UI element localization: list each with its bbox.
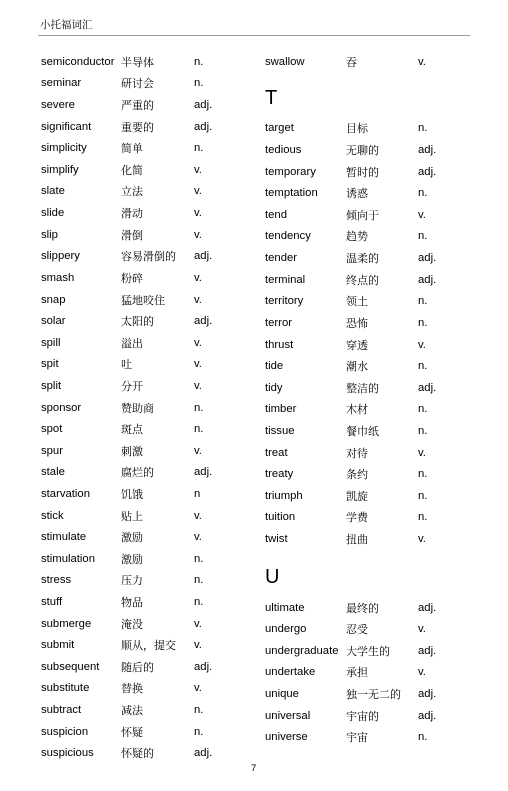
chinese-meaning: 顺从，提交 [121, 639, 176, 653]
english-word: universal [265, 709, 311, 722]
chinese-meaning: 容易滑倒的 [121, 250, 176, 264]
english-word: spill [41, 336, 61, 349]
english-word: spot [41, 423, 63, 436]
part-of-speech: v. [194, 531, 202, 544]
part-of-speech: v. [194, 163, 202, 176]
chinese-meaning: 终点的 [346, 273, 379, 287]
english-word: timber [265, 403, 297, 416]
header-divider [38, 35, 470, 36]
part-of-speech: v. [194, 271, 202, 284]
english-word: stick [41, 509, 64, 522]
part-of-speech: n. [194, 401, 204, 414]
chinese-meaning: 立法 [121, 185, 143, 199]
english-word: undertake [265, 666, 316, 679]
english-word: undergraduate [265, 644, 339, 657]
chinese-meaning: 简单 [121, 142, 143, 156]
chinese-meaning: 分开 [121, 379, 143, 393]
chinese-meaning: 穿透 [346, 338, 368, 352]
english-word: tedious [265, 144, 302, 157]
chinese-meaning: 木材 [346, 403, 368, 417]
chinese-meaning: 凯旋 [346, 489, 368, 503]
english-word: simplicity [41, 142, 87, 155]
english-word: suspicious [41, 747, 94, 760]
chinese-meaning: 吞 [346, 55, 357, 69]
part-of-speech: adj. [194, 99, 213, 112]
chinese-meaning: 压力 [121, 574, 143, 588]
part-of-speech: v. [194, 185, 202, 198]
english-word: slippery [41, 250, 80, 263]
chinese-meaning: 严重的 [121, 99, 154, 113]
chinese-meaning: 激励 [121, 552, 143, 566]
chinese-meaning: 承担 [346, 666, 368, 680]
english-word: slide [41, 207, 65, 220]
chinese-meaning: 忍受 [346, 623, 368, 637]
part-of-speech: n. [418, 295, 428, 308]
english-word: temporary [265, 165, 316, 178]
part-of-speech: adj. [418, 165, 437, 178]
english-word: significant [41, 120, 92, 133]
part-of-speech: adj. [194, 660, 213, 673]
english-word: suspicion [41, 725, 89, 738]
part-of-speech: n. [418, 511, 428, 524]
chinese-meaning: 扭曲 [346, 532, 368, 546]
part-of-speech: v. [194, 639, 202, 652]
part-of-speech: n. [418, 403, 428, 416]
english-word: treaty [265, 468, 294, 481]
part-of-speech: v. [418, 532, 426, 545]
part-of-speech: n. [418, 316, 428, 329]
part-of-speech: adj. [194, 120, 213, 133]
chinese-meaning: 重要的 [121, 120, 154, 134]
chinese-meaning: 腐烂的 [121, 466, 154, 480]
chinese-meaning: 大学生的 [346, 644, 390, 658]
chinese-meaning: 贴上 [121, 509, 143, 523]
english-word: undergo [265, 623, 307, 636]
english-word: sponsor [41, 401, 82, 414]
part-of-speech: v. [194, 228, 202, 241]
part-of-speech: v. [418, 338, 426, 351]
part-of-speech: n [194, 487, 201, 500]
english-word: twist [265, 532, 288, 545]
part-of-speech: adj. [418, 709, 437, 722]
english-word: simplify [41, 163, 79, 176]
part-of-speech: v. [194, 444, 202, 457]
part-of-speech: n. [418, 468, 428, 481]
chinese-meaning: 粉碎 [121, 271, 143, 285]
part-of-speech: adj. [194, 250, 213, 263]
english-word: severe [41, 99, 75, 112]
english-word: universe [265, 731, 308, 744]
english-word: spur [41, 444, 63, 457]
english-word: submit [41, 639, 75, 652]
chinese-meaning: 赞助商 [121, 401, 154, 415]
chinese-meaning: 怀疑的 [121, 747, 154, 761]
chinese-meaning: 饥饿 [121, 487, 143, 501]
part-of-speech: adj. [418, 381, 437, 394]
chinese-meaning: 对待 [346, 446, 368, 460]
chinese-meaning: 学费 [346, 511, 368, 525]
english-word: submerge [41, 617, 92, 630]
part-of-speech: v. [194, 509, 202, 522]
section-letter-u: U [265, 565, 280, 588]
chinese-meaning: 减法 [121, 704, 143, 718]
chinese-meaning: 吐 [121, 358, 132, 372]
part-of-speech: adj. [418, 252, 437, 265]
part-of-speech: adj. [418, 144, 437, 157]
english-word: starvation [41, 487, 90, 500]
chinese-meaning: 整洁的 [346, 381, 379, 395]
chinese-meaning: 激励 [121, 531, 143, 545]
section-letter-t: T [265, 86, 278, 109]
english-word: terminal [265, 273, 306, 286]
chinese-meaning: 刺激 [121, 444, 143, 458]
part-of-speech: n. [194, 552, 204, 565]
chinese-meaning: 目标 [346, 122, 368, 136]
chinese-meaning: 诱惑 [346, 187, 368, 201]
english-word: subtract [41, 704, 82, 717]
part-of-speech: n. [194, 596, 204, 609]
english-word: tide [265, 360, 284, 373]
part-of-speech: n. [418, 424, 428, 437]
english-word: slip [41, 228, 58, 241]
part-of-speech: v. [194, 682, 202, 695]
part-of-speech: v. [194, 293, 202, 306]
english-word: stimulate [41, 531, 87, 544]
english-word: triumph [265, 489, 303, 502]
part-of-speech: n. [194, 142, 204, 155]
page-header-title: 小托福词汇 [40, 19, 93, 31]
chinese-meaning: 倾向于 [346, 208, 379, 222]
chinese-meaning: 斑点 [121, 423, 143, 437]
english-word: stress [41, 574, 72, 587]
chinese-meaning: 条约 [346, 468, 368, 482]
part-of-speech: adj. [418, 688, 437, 701]
part-of-speech: v. [194, 336, 202, 349]
chinese-meaning: 滑倒 [121, 228, 143, 242]
part-of-speech: n. [194, 574, 204, 587]
part-of-speech: adj. [418, 644, 437, 657]
english-word: ultimate [265, 601, 305, 614]
part-of-speech: n. [418, 230, 428, 243]
english-word: tidy [265, 381, 283, 394]
chinese-meaning: 研讨会 [121, 77, 154, 91]
english-word: spit [41, 358, 59, 371]
page-number: 7 [251, 763, 257, 774]
english-word: slate [41, 185, 65, 198]
english-word: tuition [265, 511, 296, 524]
part-of-speech: v. [418, 55, 426, 68]
chinese-meaning: 半导体 [121, 55, 154, 69]
english-word: swallow [265, 55, 305, 68]
chinese-meaning: 宇宙 [346, 731, 368, 745]
part-of-speech: v. [418, 208, 426, 221]
chinese-meaning: 趋势 [346, 230, 368, 244]
chinese-meaning: 物品 [121, 596, 143, 610]
part-of-speech: adj. [194, 747, 213, 760]
part-of-speech: n. [194, 55, 204, 68]
part-of-speech: v. [194, 379, 202, 392]
english-word: tender [265, 252, 298, 265]
english-word: territory [265, 295, 304, 308]
english-word: terror [265, 316, 292, 329]
part-of-speech: n. [194, 704, 204, 717]
english-word: smash [41, 271, 75, 284]
part-of-speech: v. [418, 666, 426, 679]
chinese-meaning: 餐巾纸 [346, 424, 379, 438]
english-word: solar [41, 315, 66, 328]
chinese-meaning: 溢出 [121, 336, 143, 350]
chinese-meaning: 暂时的 [346, 165, 379, 179]
part-of-speech: n. [418, 360, 428, 373]
part-of-speech: v. [194, 358, 202, 371]
part-of-speech: n. [418, 187, 428, 200]
english-word: thrust [265, 338, 294, 351]
part-of-speech: n. [194, 423, 204, 436]
part-of-speech: adj. [418, 273, 437, 286]
part-of-speech: adj. [418, 601, 437, 614]
part-of-speech: v. [418, 623, 426, 636]
english-word: unique [265, 688, 299, 701]
part-of-speech: adj. [194, 315, 213, 328]
chinese-meaning: 替换 [121, 682, 143, 696]
english-word: substitute [41, 682, 90, 695]
english-word: split [41, 379, 62, 392]
part-of-speech: v. [194, 207, 202, 220]
part-of-speech: n. [418, 122, 428, 135]
english-word: tendency [265, 230, 311, 243]
part-of-speech: v. [194, 617, 202, 630]
chinese-meaning: 随后的 [121, 660, 154, 674]
chinese-meaning: 潮水 [346, 360, 368, 374]
english-word: stimulation [41, 552, 95, 565]
part-of-speech: v. [418, 446, 426, 459]
chinese-meaning: 恐怖 [346, 316, 368, 330]
english-word: tend [265, 208, 287, 221]
chinese-meaning: 温柔的 [346, 252, 379, 266]
chinese-meaning: 宇宙的 [346, 709, 379, 723]
english-word: temptation [265, 187, 318, 200]
chinese-meaning: 领土 [346, 295, 368, 309]
chinese-meaning: 最终的 [346, 601, 379, 615]
english-word: stuff [41, 596, 63, 609]
chinese-meaning: 滑动 [121, 207, 143, 221]
part-of-speech: n. [194, 77, 204, 90]
chinese-meaning: 猛地咬住 [121, 293, 165, 307]
chinese-meaning: 太阳的 [121, 315, 154, 329]
chinese-meaning: 化简 [121, 163, 143, 177]
chinese-meaning: 无聊的 [346, 144, 379, 158]
english-word: stale [41, 466, 65, 479]
part-of-speech: adj. [194, 466, 213, 479]
english-word: snap [41, 293, 66, 306]
part-of-speech: n. [418, 731, 428, 744]
english-word: seminar [41, 77, 82, 90]
english-word: subsequent [41, 660, 100, 673]
chinese-meaning: 淹没 [121, 617, 143, 631]
chinese-meaning: 独一无二的 [346, 688, 401, 702]
english-word: semiconductor [41, 55, 115, 68]
part-of-speech: n. [194, 725, 204, 738]
english-word: target [265, 122, 294, 135]
chinese-meaning: 怀疑 [121, 725, 143, 739]
english-word: tissue [265, 424, 295, 437]
part-of-speech: n. [418, 489, 428, 502]
english-word: treat [265, 446, 288, 459]
